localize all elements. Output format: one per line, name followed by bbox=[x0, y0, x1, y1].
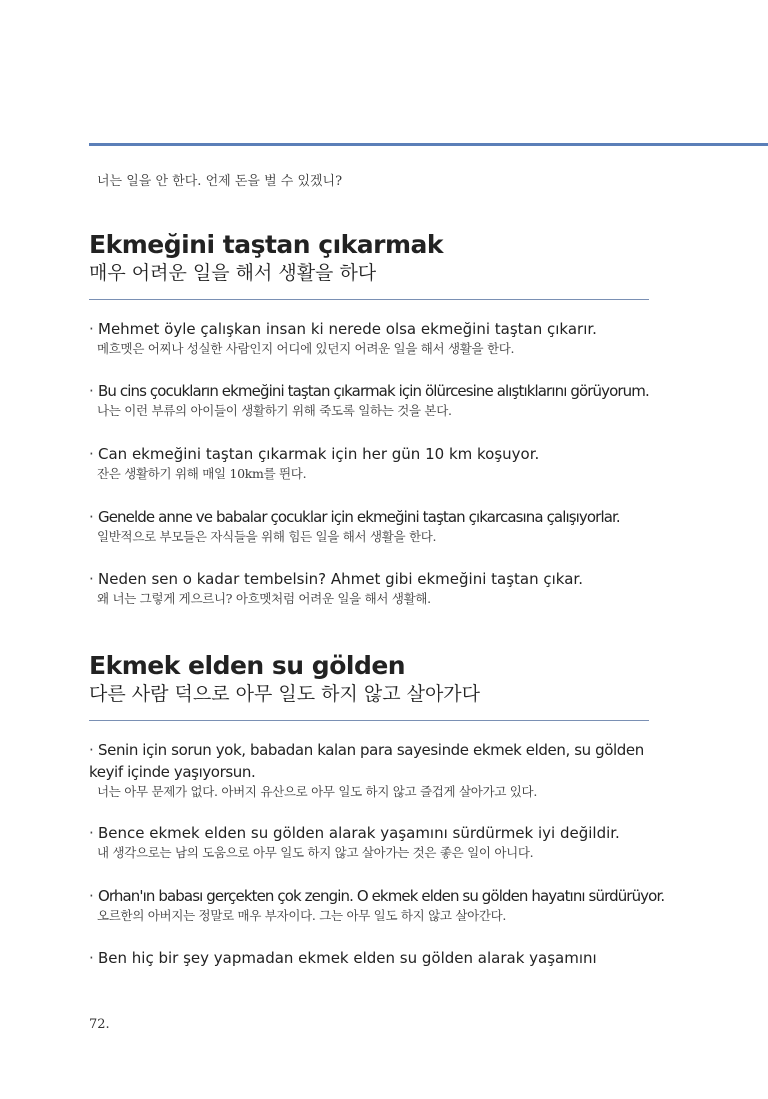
example-item bbox=[89, 947, 689, 969]
bullet-icon: · bbox=[89, 949, 94, 967]
bullet-icon: · bbox=[89, 570, 94, 588]
idiom-section-2 bbox=[89, 651, 649, 721]
example-item bbox=[89, 443, 689, 483]
bullet-icon: · bbox=[89, 445, 94, 463]
example-korean: 나는 이런 부류의 아이들이 생활하기 위해 죽도록 일하는 것을 본다. bbox=[97, 403, 452, 418]
example-turkish: Bence ekmek elden su gölden alarak yaşamını sürdürmek iyi değildir. bbox=[98, 824, 620, 842]
idiom-section-1 bbox=[89, 230, 649, 300]
bullet-icon: · bbox=[89, 887, 93, 905]
example-item bbox=[89, 568, 689, 608]
bullet-icon: · bbox=[89, 508, 93, 526]
example-korean: 오르한의 아버지는 정말로 매우 부자이다. 그는 아무 일도 하지 않고 살아간다. bbox=[97, 908, 507, 923]
bullet-icon: · bbox=[89, 382, 93, 400]
section-divider bbox=[89, 720, 649, 721]
example-korean: 잔은 생활하기 위해 매일 10km를 뛴다. bbox=[97, 466, 307, 481]
example-item bbox=[89, 822, 689, 862]
idiom-meaning: 매우 어려운 일을 해서 생활을 하다 bbox=[89, 262, 377, 284]
header-rule bbox=[89, 143, 768, 146]
bullet-icon: · bbox=[89, 320, 94, 338]
idiom-title: Ekmek elden su gölden bbox=[89, 651, 406, 680]
example-turkish: Genelde anne ve babalar çocuklar için ekmeğini taştan çıkarcasına çalışıyorlar. bbox=[98, 508, 620, 526]
example-item bbox=[89, 739, 689, 801]
example-korean: 내 생각으로는 남의 도움으로 아무 일도 하지 않고 살아가는 것은 좋은 일이 아니다. bbox=[97, 845, 534, 860]
example-item bbox=[89, 506, 689, 546]
example-turkish: Ben hiç bir şey yapmadan ekmek elden su gölden alarak yaşamını bbox=[98, 949, 597, 967]
example-turkish: Senin için sorun yok, babadan kalan para sayesinde ekmek elden, su gölden keyif içinde yaşıyorsun. bbox=[89, 741, 644, 781]
intro-translation: 너는 일을 안 한다. 언제 돈을 벌 수 있겠니? bbox=[97, 174, 343, 189]
example-turkish: Mehmet öyle çalışkan insan ki nerede olsa ekmeğini taştan çıkarır. bbox=[98, 320, 597, 338]
example-korean: 일반적으로 부모들은 자식들을 위해 힘든 일을 해서 생활을 한다. bbox=[97, 529, 437, 544]
example-korean: 왜 너는 그렇게 게으르니? 아흐멧처럼 어려운 일을 해서 생활해. bbox=[97, 591, 431, 606]
example-turkish: Bu cins çocukların ekmeğini taştan çıkarmak için ölürcesine alıştıklarını görüyorum. bbox=[98, 382, 649, 400]
example-korean: 메흐멧은 어찌나 성실한 사람인지 어디에 있던지 어려운 일을 해서 생활을 한다. bbox=[97, 341, 515, 356]
example-turkish: Orhan'ın babası gerçekten çok zengin. O ekmek elden su gölden hayatını sürdürüyor. bbox=[98, 887, 665, 905]
example-item bbox=[89, 318, 689, 358]
idiom-meaning: 다른 사람 덕으로 아무 일도 하지 않고 살아가다 bbox=[89, 683, 481, 705]
idiom-title: Ekmeğini taştan çıkarmak bbox=[89, 230, 444, 259]
example-item bbox=[89, 380, 689, 420]
bullet-icon: · bbox=[89, 741, 94, 759]
example-item bbox=[89, 885, 689, 925]
example-turkish: Neden sen o kadar tembelsin? Ahmet gibi ekmeğini taştan çıkar. bbox=[98, 570, 583, 588]
example-korean: 너는 아무 문제가 없다. 아버지 유산으로 아무 일도 하지 않고 즐겁게 살아가고 있다. bbox=[97, 784, 538, 799]
bullet-icon: · bbox=[89, 824, 94, 842]
example-turkish: Can ekmeğini taştan çıkarmak için her gün 10 km koşuyor. bbox=[98, 445, 540, 463]
page-number: 72. bbox=[89, 1017, 110, 1032]
section-divider bbox=[89, 299, 649, 300]
